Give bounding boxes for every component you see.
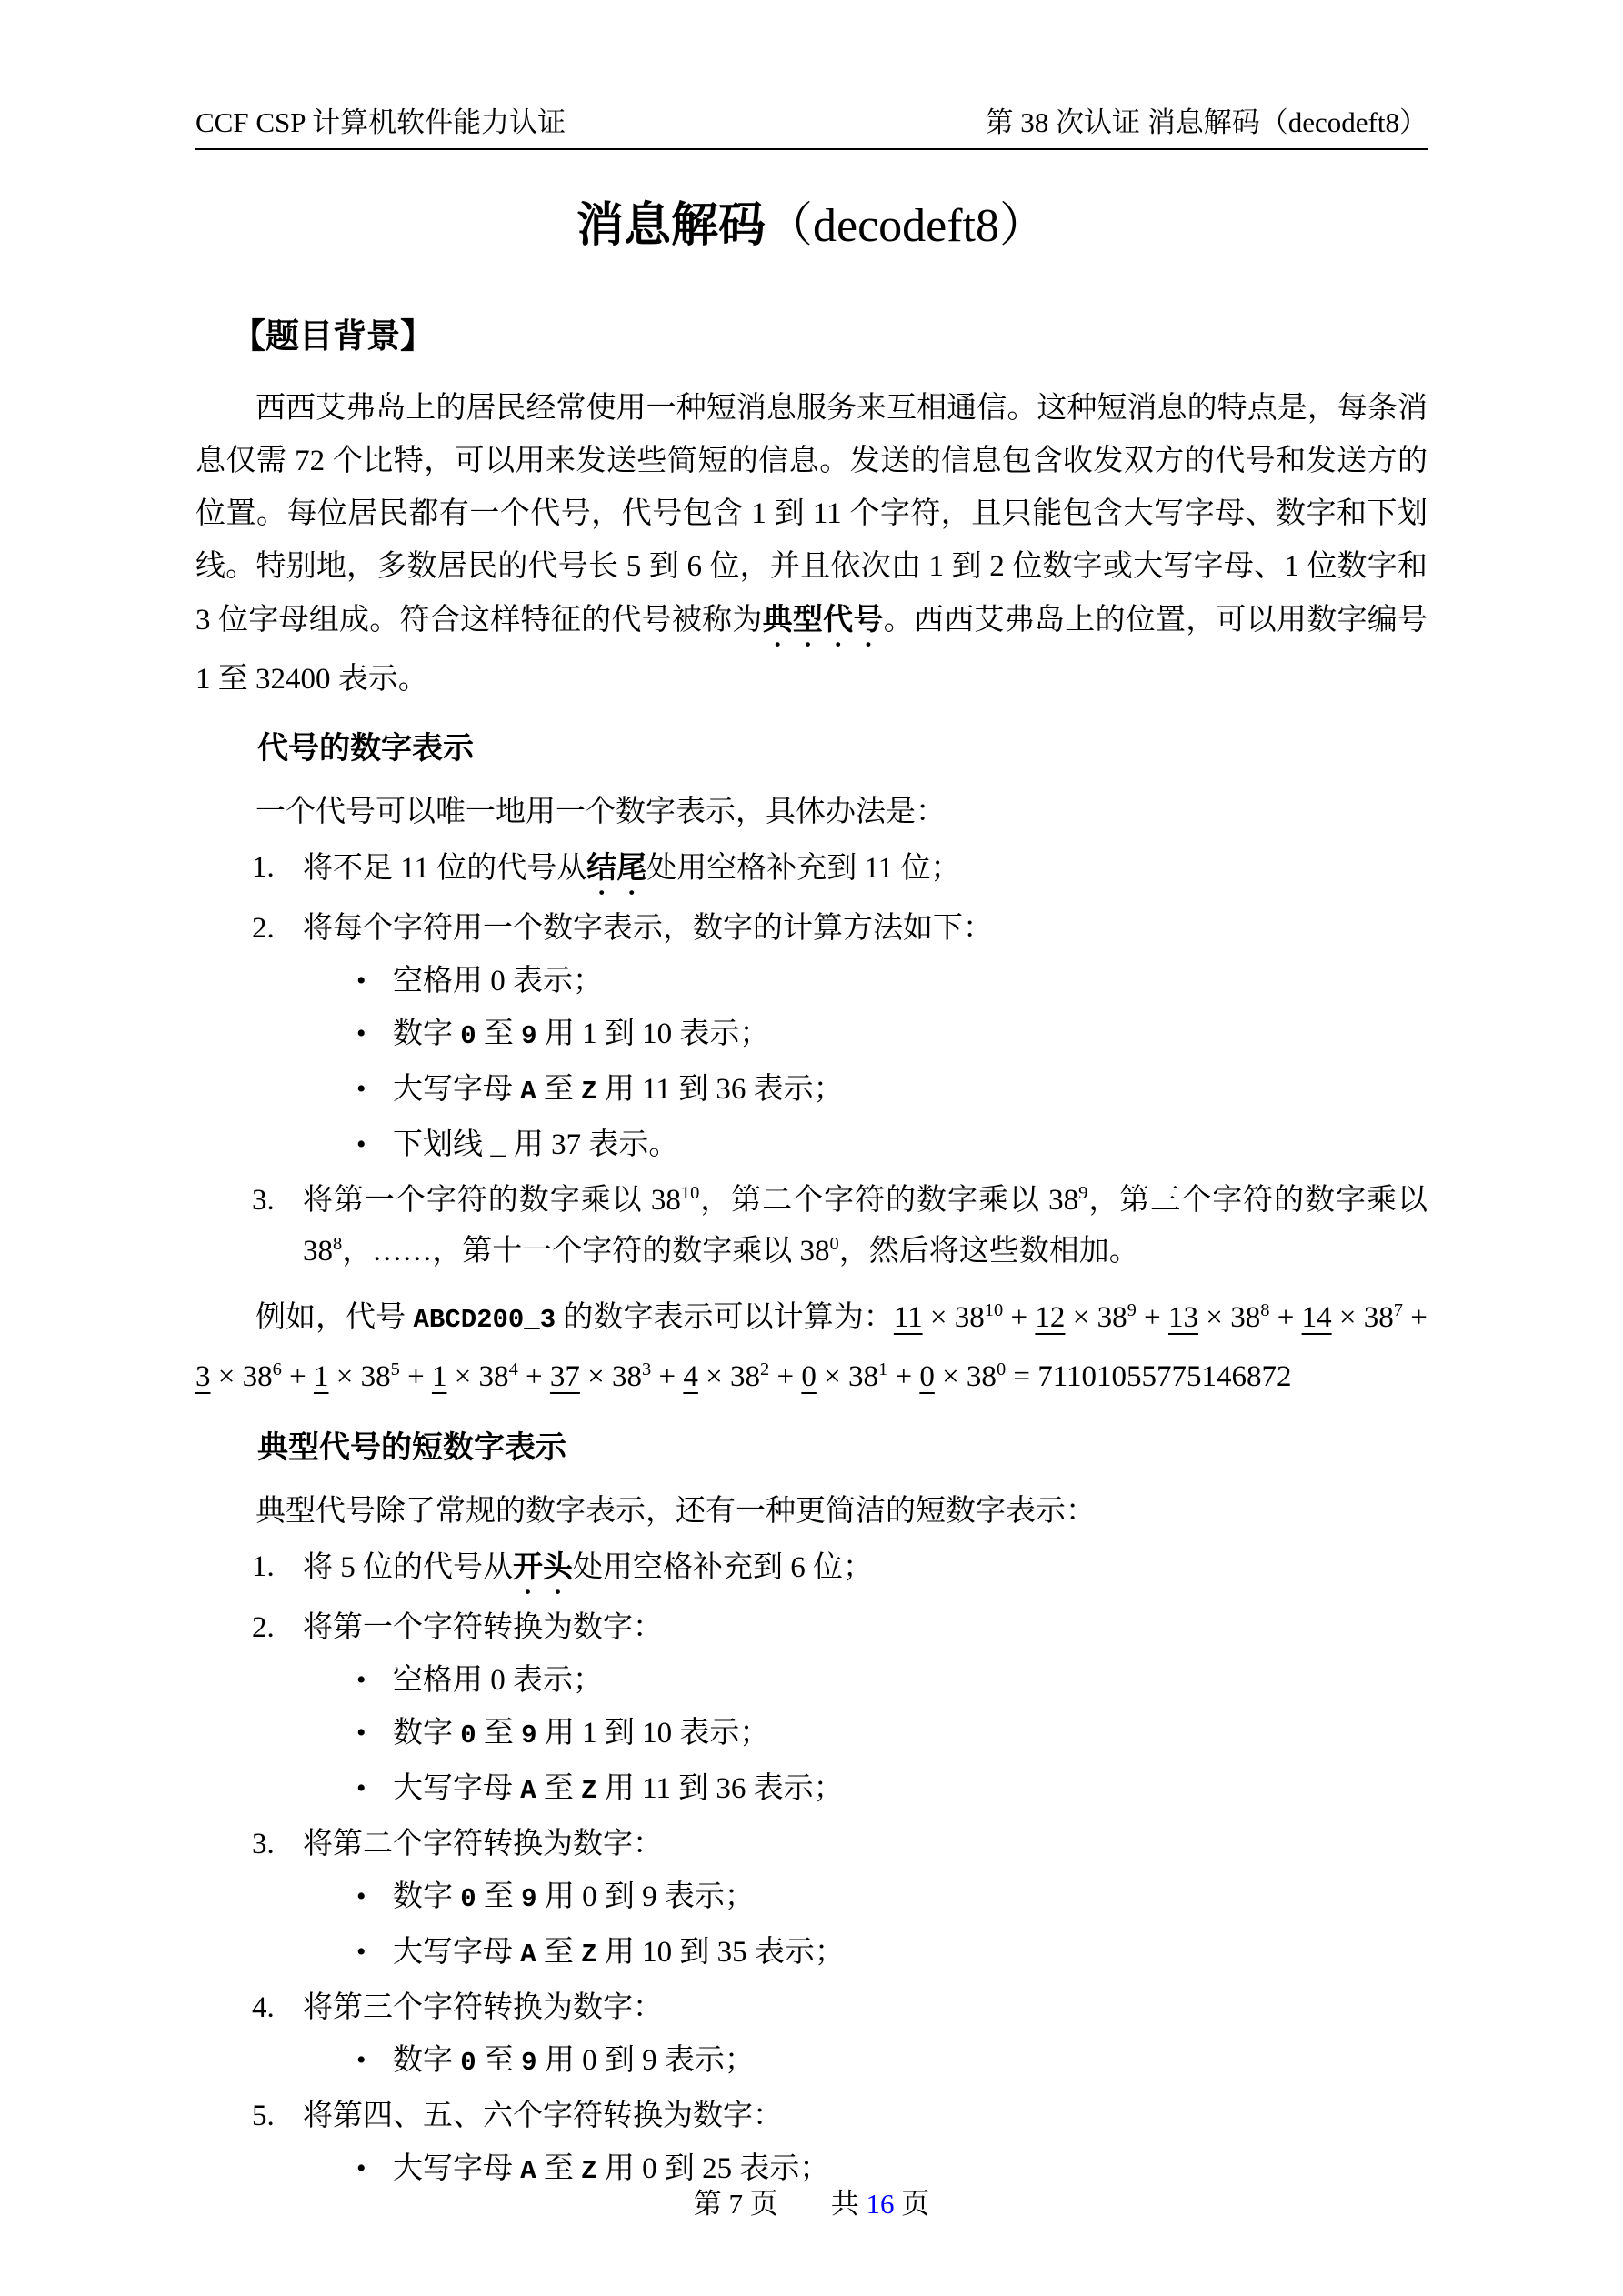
header-row — [195, 0, 1428, 140]
item-number: 2. — [252, 1611, 275, 1644]
text-segment: 的数字表示可以计算为： — [556, 1301, 894, 1334]
bullet-item — [356, 1763, 1428, 1817]
formula-exponent: 0 — [996, 1359, 1007, 1379]
emphasized-term: 开头 — [513, 1549, 573, 1583]
total-pages-link[interactable]: 16 — [866, 2188, 895, 2220]
page-title-main: 消息解码 — [576, 199, 766, 252]
bullet-item — [356, 1119, 1428, 1173]
formula-coefficient: 4 — [683, 1360, 698, 1393]
text-segment: ，……，第十一个字符的数字乘以 38 — [342, 1235, 830, 1268]
inline-code: 0 — [460, 1021, 476, 1051]
intro-paragraph — [195, 382, 1428, 706]
bullet-icon: • — [356, 2045, 366, 2075]
page-title-paren: （decodeft8） — [766, 200, 1047, 252]
text-segment: 将第三个字符转换为数字： — [303, 1991, 663, 2024]
bullet-icon: • — [356, 1937, 366, 1967]
formula-coefficient: 12 — [1035, 1301, 1066, 1334]
formula-exponent: 3 — [642, 1359, 652, 1379]
inline-code: 9 — [521, 1720, 537, 1750]
formula-coefficient: 0 — [801, 1360, 817, 1393]
formula-exponent: 1 — [877, 1359, 888, 1379]
bullet-icon: • — [356, 1718, 366, 1748]
inline-code: 9 — [521, 1021, 537, 1051]
text-segment: 下划线 — [393, 1128, 491, 1161]
text-segment: 将不足 11 位的代号从 — [303, 852, 587, 885]
formula-exponent: 4 — [508, 1359, 518, 1379]
bullet-icon: • — [356, 1665, 366, 1695]
text-segment: 至 — [536, 1073, 582, 1106]
list-item-text — [303, 1541, 1428, 1600]
text-segment: 将 5 位的代号从 — [303, 1551, 513, 1584]
text-segment: 至 — [476, 2044, 522, 2077]
list-item — [252, 1175, 1428, 1277]
numeric-list — [195, 842, 1428, 1277]
formula-exponent: 6 — [272, 1359, 282, 1379]
formula-coefficient: 3 — [195, 1360, 211, 1393]
inline-code: A — [520, 1940, 536, 1970]
list-item-text — [303, 2090, 1428, 2141]
item-number: 3. — [252, 1828, 275, 1860]
short-lead-paragraph: 典型代号除了常规的数字表示，还有一种更简洁的短数字表示： — [255, 1495, 1096, 1528]
bullet-item — [356, 1655, 1428, 1706]
text-segment: 处用空格补充到 11 位； — [646, 852, 961, 885]
text-segment: 至 — [476, 1880, 522, 1913]
bullet-item-text — [393, 1927, 1428, 1980]
item-number: 3. — [252, 1184, 275, 1217]
formula-coefficient: 1 — [431, 1360, 447, 1393]
formula-exponent: 2 — [760, 1359, 770, 1379]
text-segment: 用 0 到 9 表示； — [536, 1880, 755, 1913]
formula-exponent: 9 — [1127, 1300, 1137, 1320]
bullet-item-text — [393, 1064, 1428, 1118]
text-segment: 空格用 0 表示； — [393, 965, 603, 998]
inline-code: A — [520, 1776, 536, 1806]
text-segment: 至 — [476, 1018, 522, 1050]
example-paragraph — [195, 1289, 1428, 1405]
inline-code: 0 — [460, 1884, 476, 1914]
text-segment: 数字 — [393, 1880, 461, 1913]
bullet-item — [356, 1708, 1428, 1761]
inline-code: 9 — [521, 1884, 537, 1914]
bullet-item-text — [393, 1708, 1428, 1761]
bullet-item — [356, 956, 1428, 1007]
text-segment: 大写字母 — [393, 1936, 521, 1969]
bullet-icon: • — [356, 966, 366, 996]
bullet-item-text — [393, 1008, 1428, 1062]
bullet-item-text — [393, 1655, 1428, 1706]
bullet-item-text — [393, 2035, 1428, 2089]
bullet-item — [356, 1927, 1428, 1980]
text-segment: 至 — [536, 2152, 582, 2185]
short-list — [195, 1541, 1428, 2197]
text-segment: 大写字母 — [393, 1073, 521, 1106]
emphasized-term: 典型代号 — [762, 602, 884, 636]
example-intro — [255, 1301, 894, 1334]
list-item-text — [303, 1602, 1428, 1653]
text-segment: 将第一个字符的数字乘以 38 — [303, 1184, 681, 1217]
emphasized-term: 结尾 — [586, 850, 647, 884]
inline-code: 0 — [460, 1720, 476, 1750]
bullet-icon: • — [356, 1129, 366, 1159]
text-segment: 用 0 到 25 表示； — [596, 2152, 830, 2185]
bullet-item-text — [393, 956, 1428, 1007]
text-segment: 用 11 到 36 表示； — [596, 1073, 844, 1106]
total-pages-label: 共 16 页 — [830, 2188, 930, 2220]
header-rule — [195, 148, 1428, 150]
text-segment: 西西艾弗岛上的居民经常使用一种短消息服务来互相通信。这种短消息的特点是，每条消息仅需 72 个比特，可以用来发送些简短的信息。发送的信息包含收发双方的代号和发送方的位置。每位居民都有一个代号，代号包含 1 到 11 个字符，且只能包含大写字母、数字和下划线。特别地，多数居民的代号长 5 到 6 位，并且依次由 1 到 2 位数字或大写字母、1 位数字和 3 位字母组成。符合这样特征的代号被称为 — [195, 392, 1428, 637]
current-page-label: 第 7 页 — [693, 2188, 778, 2220]
list-item-text — [303, 1819, 1428, 1870]
item-number: 5. — [252, 2100, 275, 2132]
formula-coefficient: 14 — [1301, 1301, 1332, 1334]
bullet-item-text — [393, 1119, 1428, 1173]
list-item-text — [303, 842, 1428, 901]
text-segment: 将第二个字符转换为数字： — [303, 1828, 663, 1860]
bullet-icon: • — [356, 2153, 366, 2183]
formula-terms: $11 \times 38^{10} + 12 \times 38^9 + 13 \times 38^8 + 14 \times 38^7 + 3 \times 38^6 + 1 \times 38^5 + 1 \times 38^4 + 37 \times 38^3 + 4 \times 38^2 + 0 \times 38^1 + 0 \times 38^0 = 71101055775146872$ — [195, 1300, 1428, 1393]
bullet-item-text — [393, 1763, 1428, 1817]
bullet-item-text — [393, 1871, 1428, 1925]
superscript: 9 — [1078, 1183, 1088, 1203]
page-title — [195, 192, 1428, 260]
list-item-text — [303, 903, 1428, 954]
text-segment: 用 11 到 36 表示； — [596, 1772, 844, 1805]
item-number: 1. — [252, 1550, 275, 1583]
bullet-item — [356, 1871, 1428, 1925]
header-left: CCF CSP 计算机软件能力认证 — [195, 106, 566, 138]
inline-code: Z — [581, 1776, 597, 1806]
text-segment: 大写字母 — [393, 1772, 521, 1805]
formula-coefficient: 37 — [549, 1360, 580, 1393]
text-segment: 用 37 表示。 — [506, 1128, 679, 1161]
text-segment: 用 10 到 35 表示； — [596, 1936, 845, 1969]
inline-code: _ — [490, 1132, 506, 1162]
subsection-heading-numeric: 代号的数字表示 — [257, 731, 474, 766]
text-segment: ，然后将这些数相加。 — [838, 1235, 1139, 1268]
text-segment: 空格用 0 表示； — [393, 1664, 603, 1697]
bullet-icon: • — [356, 1881, 366, 1911]
formula-coefficient: 0 — [919, 1360, 935, 1393]
header-right: 第 38 次认证 消息解码（decodeft8） — [985, 106, 1428, 138]
text-segment: 大写字母 — [393, 2152, 521, 2185]
bullet-icon: • — [356, 1074, 366, 1104]
inline-code: 0 — [460, 2048, 476, 2078]
superscript: 0 — [829, 1234, 839, 1254]
text-segment: 用 1 到 10 表示； — [536, 1018, 770, 1050]
superscript: 10 — [680, 1183, 700, 1203]
list-item-text — [303, 1175, 1428, 1277]
text-segment: ，第二个字符的数字乘以 38 — [699, 1184, 1079, 1217]
section-heading-background: 【题目背景】 — [232, 317, 434, 355]
bullet-item — [356, 1064, 1428, 1118]
text-segment: ，第三个字符的数字乘以 38 — [303, 1184, 1428, 1268]
numeric-lead-paragraph: 一个代号可以唯一地用一个数字表示，具体办法是： — [255, 796, 946, 828]
list-item — [252, 1541, 1428, 1600]
bullet-item — [356, 1008, 1428, 1062]
text-segment: 。西西艾弗岛上的位置，可以用数字编号 1 至 32400 表示。 — [195, 604, 1428, 696]
text-segment: 将第四、五、六个字符转换为数字： — [303, 2100, 783, 2132]
list-item-text — [303, 1982, 1428, 2033]
list-item — [252, 1982, 1428, 2033]
text-segment: 用 1 到 10 表示； — [536, 1717, 770, 1750]
text-segment: 将第一个字符转换为数字： — [303, 1611, 663, 1644]
formula-coefficient: 1 — [313, 1360, 329, 1393]
page-header — [195, 0, 1428, 150]
item-number: 1. — [252, 851, 275, 884]
formula-coefficient: 13 — [1168, 1301, 1199, 1334]
formula-exponent: 7 — [1393, 1300, 1404, 1320]
list-item — [252, 2090, 1428, 2141]
inline-code: A — [520, 2156, 536, 2186]
subsection-heading-short: 典型代号的短数字表示 — [257, 1430, 566, 1465]
list-item — [252, 1602, 1428, 1653]
text-segment: 数字 — [393, 2044, 461, 2077]
inline-code: Z — [581, 2156, 597, 2186]
list-item — [252, 903, 1428, 954]
item-number: 2. — [252, 912, 275, 945]
text-segment: 至 — [536, 1936, 582, 1969]
list-item — [252, 1819, 1428, 1870]
formula-exponent: 8 — [1260, 1300, 1270, 1320]
text-segment: 将每个字符用一个数字表示，数字的计算方法如下： — [303, 912, 993, 945]
text-segment: 例如，代号 — [255, 1301, 414, 1334]
formula-coefficient: 11 — [893, 1301, 923, 1334]
text-segment: 至 — [536, 1772, 582, 1805]
text-segment: 处用空格补充到 6 位； — [573, 1551, 873, 1584]
inline-code: ABCD200_3 — [413, 1305, 556, 1335]
inline-code: Z — [581, 1077, 597, 1107]
formula-exponent: 10 — [984, 1300, 1004, 1320]
inline-code: Z — [581, 1940, 597, 1970]
page-footer — [0, 2181, 1623, 2221]
text-segment: 用 0 到 9 表示； — [536, 2044, 755, 2077]
inline-code: 9 — [521, 2048, 537, 2078]
bullet-icon: • — [356, 1018, 366, 1048]
list-item — [252, 842, 1428, 901]
bullet-item — [356, 2035, 1428, 2089]
superscript: 8 — [333, 1234, 343, 1254]
text-segment: 数字 — [393, 1717, 461, 1750]
formula-exponent: 5 — [390, 1359, 400, 1379]
text-segment: 数字 — [393, 1018, 461, 1050]
inline-code: A — [520, 1077, 536, 1107]
text-segment: 至 — [476, 1717, 522, 1750]
item-number: 4. — [252, 1991, 275, 2024]
bullet-icon: • — [356, 1773, 366, 1803]
